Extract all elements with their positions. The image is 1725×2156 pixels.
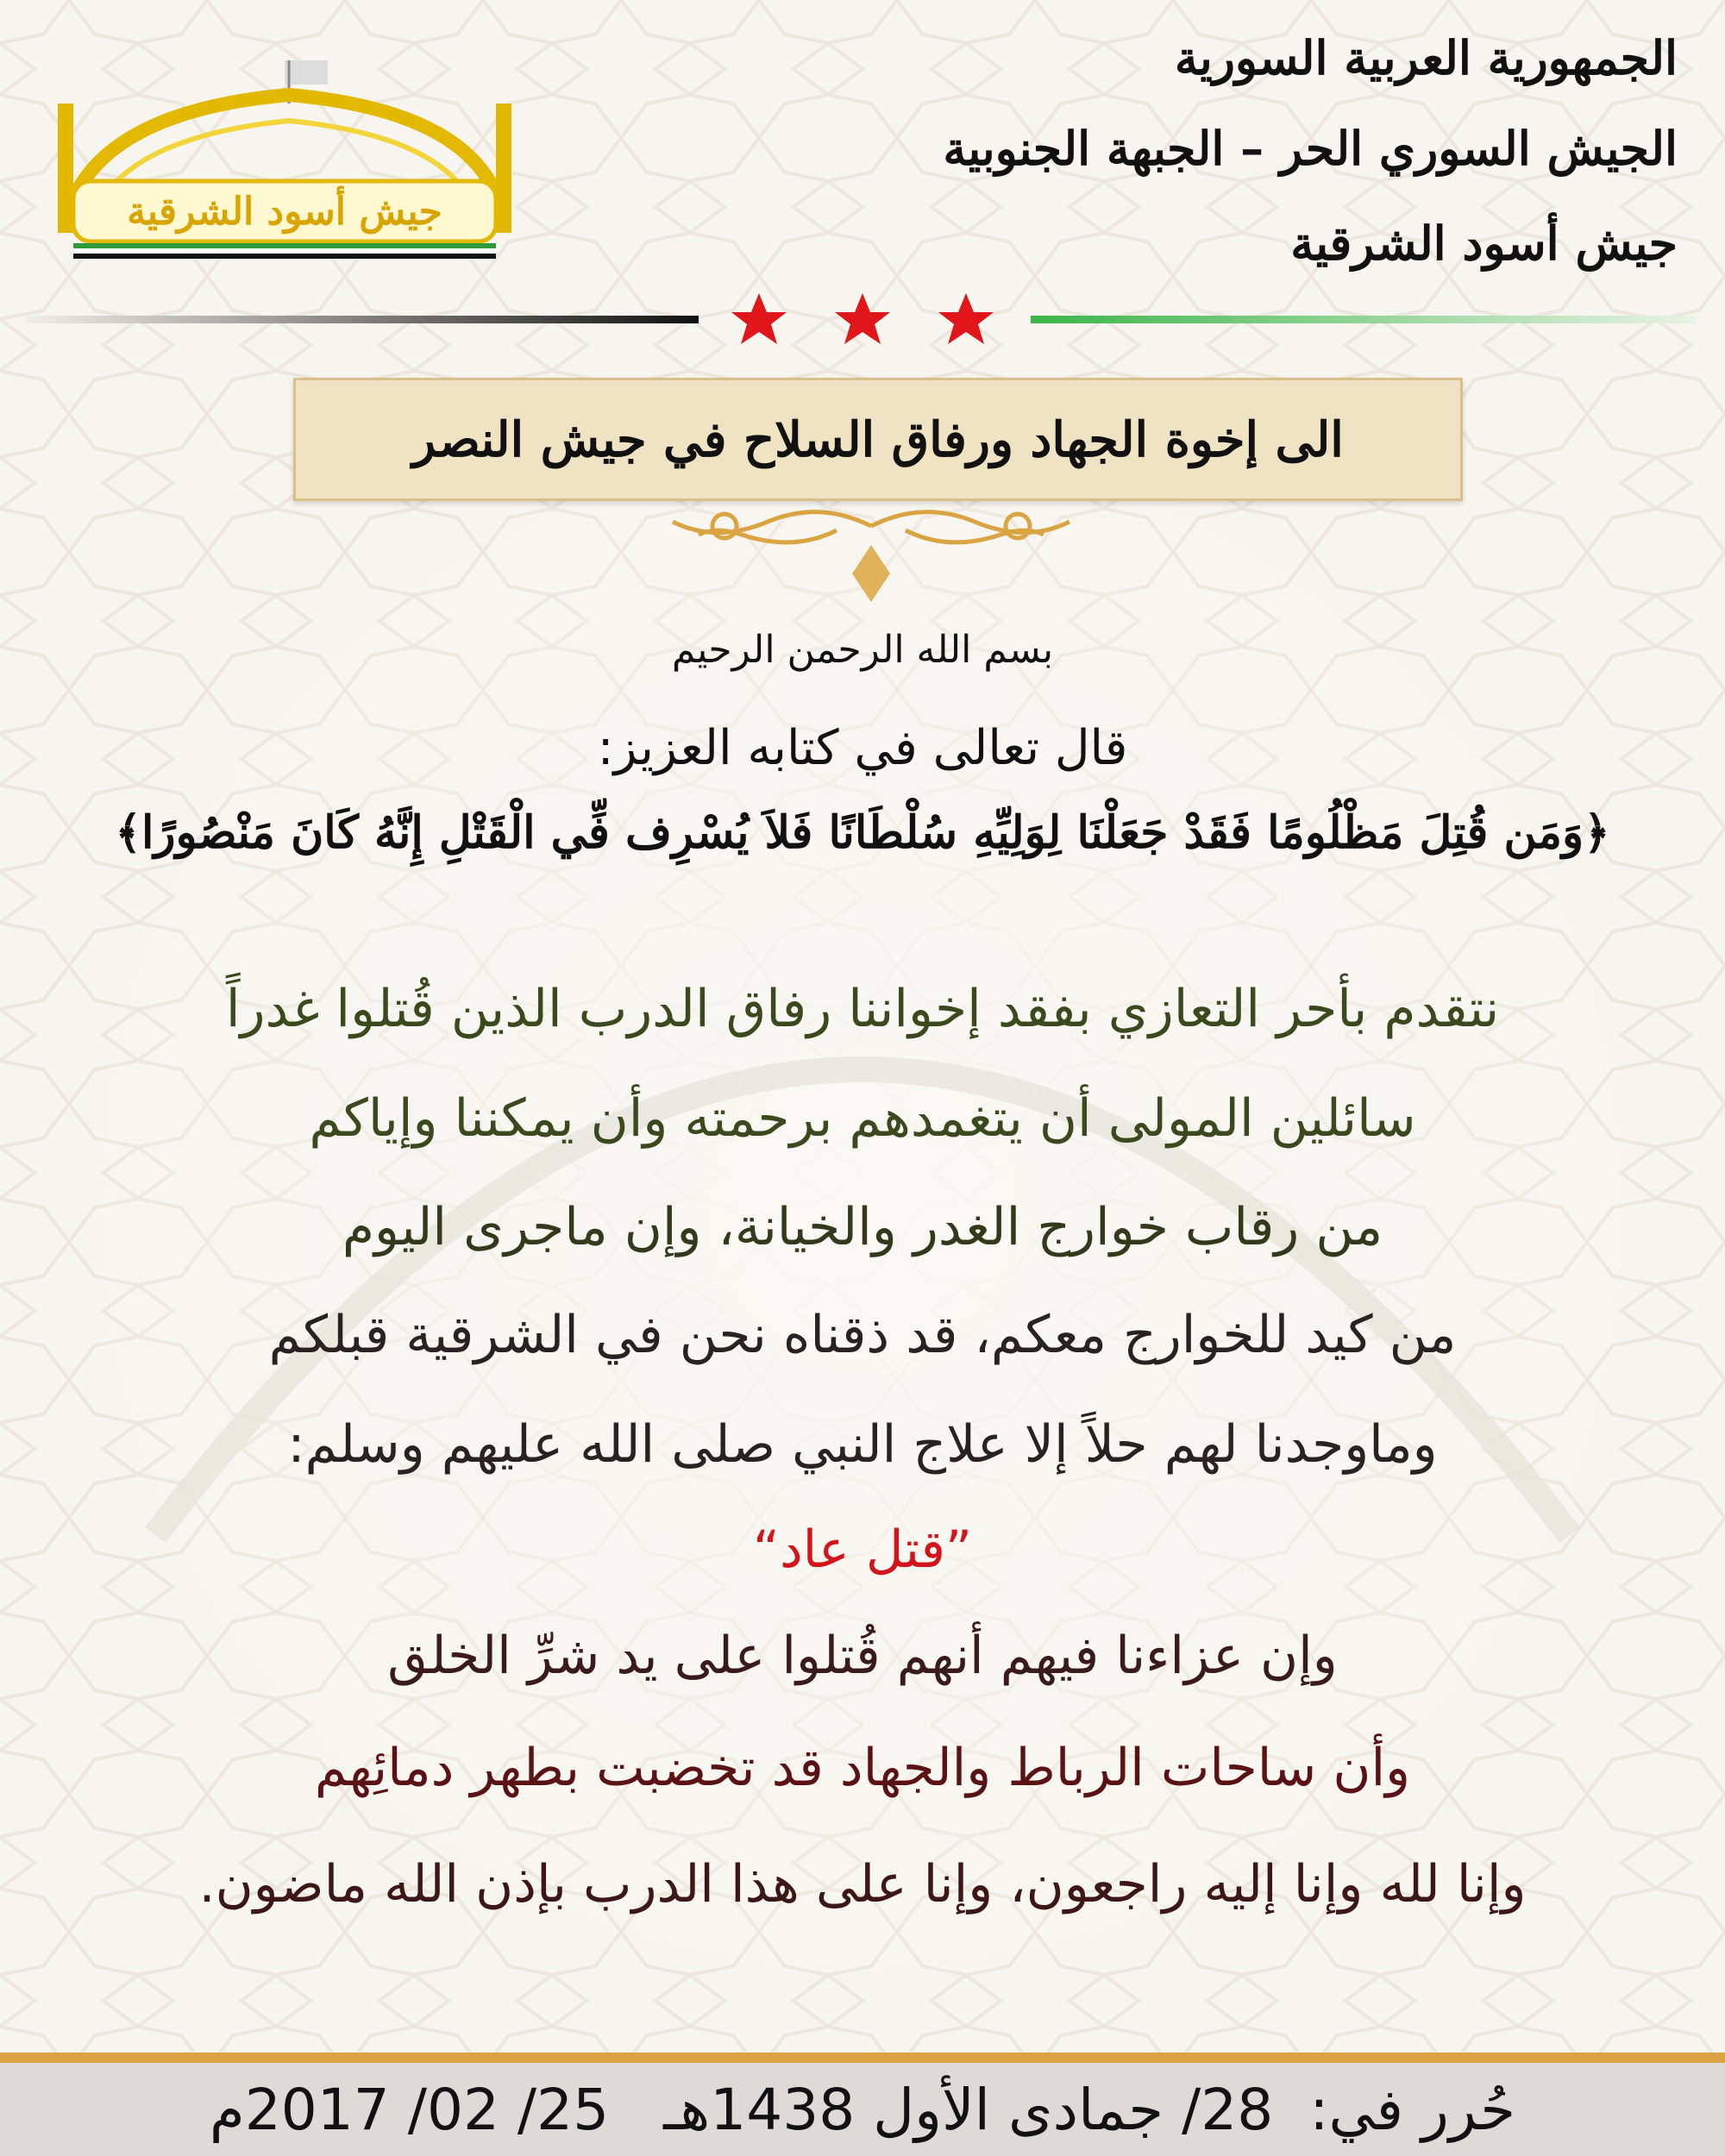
basmala: بسم الله الرحمن الرحيم bbox=[671, 628, 1054, 672]
stars bbox=[724, 289, 1000, 349]
star-icon bbox=[938, 293, 994, 344]
svg-text:جيش أسود الشرقية: جيش أسود الشرقية bbox=[127, 190, 442, 234]
divider-green bbox=[1031, 316, 1695, 323]
logo bbox=[39, 52, 530, 267]
quote-red: ”قتل عاد“ bbox=[752, 1520, 973, 1580]
footer bbox=[0, 2063, 1725, 2156]
body-line: من كيد للخوارج معكم، قد ذقناه نحن في الشرقية قبلكم bbox=[268, 1305, 1457, 1365]
header-faction: جيش أسود الشرقية bbox=[1290, 216, 1678, 271]
footer-date: حُرر في: 28/ جمادى الأول 1438هـ 25/ 02/ 2017م bbox=[209, 2076, 1516, 2143]
title-text: الى إخوة الجهاد ورفاق السلاح في جيش النصر bbox=[412, 411, 1344, 468]
header-country: الجمهورية العربية السورية bbox=[1174, 30, 1678, 85]
star-icon bbox=[835, 293, 890, 344]
divider-black bbox=[26, 316, 699, 323]
body-line: نتقدم بأحر التعازي بفقد إخواننا رفاق الدرب الذين قُتلوا غدراً bbox=[225, 979, 1500, 1039]
intro-text: قال تعالى في كتابه العزيز: bbox=[597, 720, 1128, 776]
body-line: من رقاب خوارج الغدر والخيانة، وإن ماجرى اليوم bbox=[342, 1197, 1383, 1257]
quran-verse: ﴿وَمَن قُتِلَ مَظْلُومًا فَقَدْ جَعَلْنَا لِوَلِيِّهِ سُلْطَانًا فَلاَ يُسْرِف فِّي الْقَتْلِ إِنَّهُ كَانَ مَنْصُورًا﴾ bbox=[115, 806, 1610, 859]
body-line: وإنا لله وإنا إليه راجعون، وإنا على هذا الدرب بإذن الله ماضون. bbox=[198, 1854, 1527, 1915]
title-box bbox=[293, 378, 1463, 501]
flag-icon bbox=[285, 60, 328, 85]
body-line: وماوجدنا لهم حلاً إلا علاج النبي صلى الله عليهم وسلم: bbox=[287, 1414, 1438, 1475]
footer-gold-line bbox=[0, 2053, 1725, 2063]
header-army: الجيش السوري الحر – الجبهة الجنوبية bbox=[943, 121, 1678, 176]
ornament-icon bbox=[664, 500, 1078, 608]
body-line: وأن ساحات الرباط والجهاد قد تخضبت بطهر دمائِهم bbox=[314, 1738, 1411, 1798]
body-line: وإن عزاءنا فيهم أنهم قُتلوا على يد شرِّ الخلق bbox=[387, 1626, 1338, 1686]
body-line: سائلين المولى أن يتغمدهم برحمته وأن يمكننا وإياكم bbox=[309, 1088, 1416, 1149]
star-icon bbox=[731, 293, 787, 344]
